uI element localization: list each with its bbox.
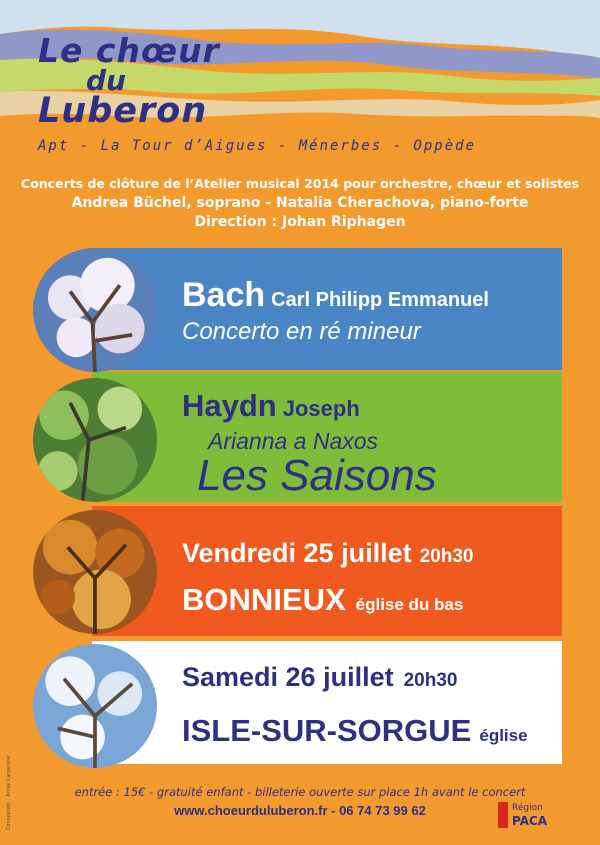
region-paca-logo (498, 800, 548, 834)
concert-town-2: ISLE-SUR-SORGUE (182, 713, 472, 748)
region-logo-mark-icon (498, 802, 508, 828)
concert-date-2-day: Samedi 26 juillet (182, 662, 394, 692)
intro-line-3: Direction : Johan Riphagen (194, 214, 406, 230)
concert-venue-1: église du bas (355, 595, 464, 614)
winter-tree-photo (33, 248, 157, 372)
autumn-tree-photo (33, 510, 157, 634)
composer-bach (182, 276, 489, 315)
spring-leaves-photo (33, 378, 157, 502)
composer-haydn-firstname: Joseph (282, 396, 360, 421)
concert-place-1 (182, 582, 463, 618)
work-les-saisons: Les Saisons (197, 451, 437, 500)
composer-bach-surname: Bach (182, 276, 266, 314)
composer-bach-firstname: Carl Philipp Emmanuel (271, 289, 489, 311)
title-line-2: du (86, 64, 126, 97)
concert-time-2: 20h30 (403, 670, 458, 691)
region-logo-line-1: Région (512, 803, 543, 813)
concert-town-1: BONNIEUX (182, 582, 346, 617)
snowy-tree-photo (33, 644, 157, 768)
concert-time-1: 20h30 (419, 546, 474, 567)
work-concerto: Concerto en ré mineur (182, 318, 421, 345)
concert-date-1 (182, 538, 473, 569)
intro-line-1: Concerts de clôture de l’Atelier musical 2014 pour orchestre, chœur et solistes (21, 176, 579, 191)
work-arianna: Arianna a Naxos (208, 428, 379, 454)
design-credit: Conception : Annie Carpentier (6, 754, 12, 830)
poster-title (38, 31, 220, 131)
title-line-3: Luberon (38, 91, 208, 131)
composer-haydn (182, 388, 360, 424)
towns-list: Apt - La Tour d’Aigues - Ménerbes - Oppède (38, 138, 477, 154)
concert-venue-2: église (479, 726, 528, 745)
composer-haydn-surname: Haydn (182, 388, 277, 423)
concert-place-2 (182, 713, 528, 749)
ticket-info: entrée : 15€ - gratuité enfant - billeterie ouverte sur place 1h avant le concert (74, 785, 526, 799)
website-phone[interactable]: www.choeurduluberon.fr - 06 74 73 99 62 (174, 803, 426, 818)
concert-date-2 (182, 662, 457, 693)
region-logo-line-2: PACA (512, 814, 548, 828)
intro-block (0, 176, 600, 230)
intro-line-2: Andrea Büchel, soprano - Natalia Cherachova, piano-forte (71, 195, 529, 211)
title-line-1: Le chœur (38, 31, 220, 70)
concert-date-1-day: Vendredi 25 juillet (182, 538, 412, 568)
